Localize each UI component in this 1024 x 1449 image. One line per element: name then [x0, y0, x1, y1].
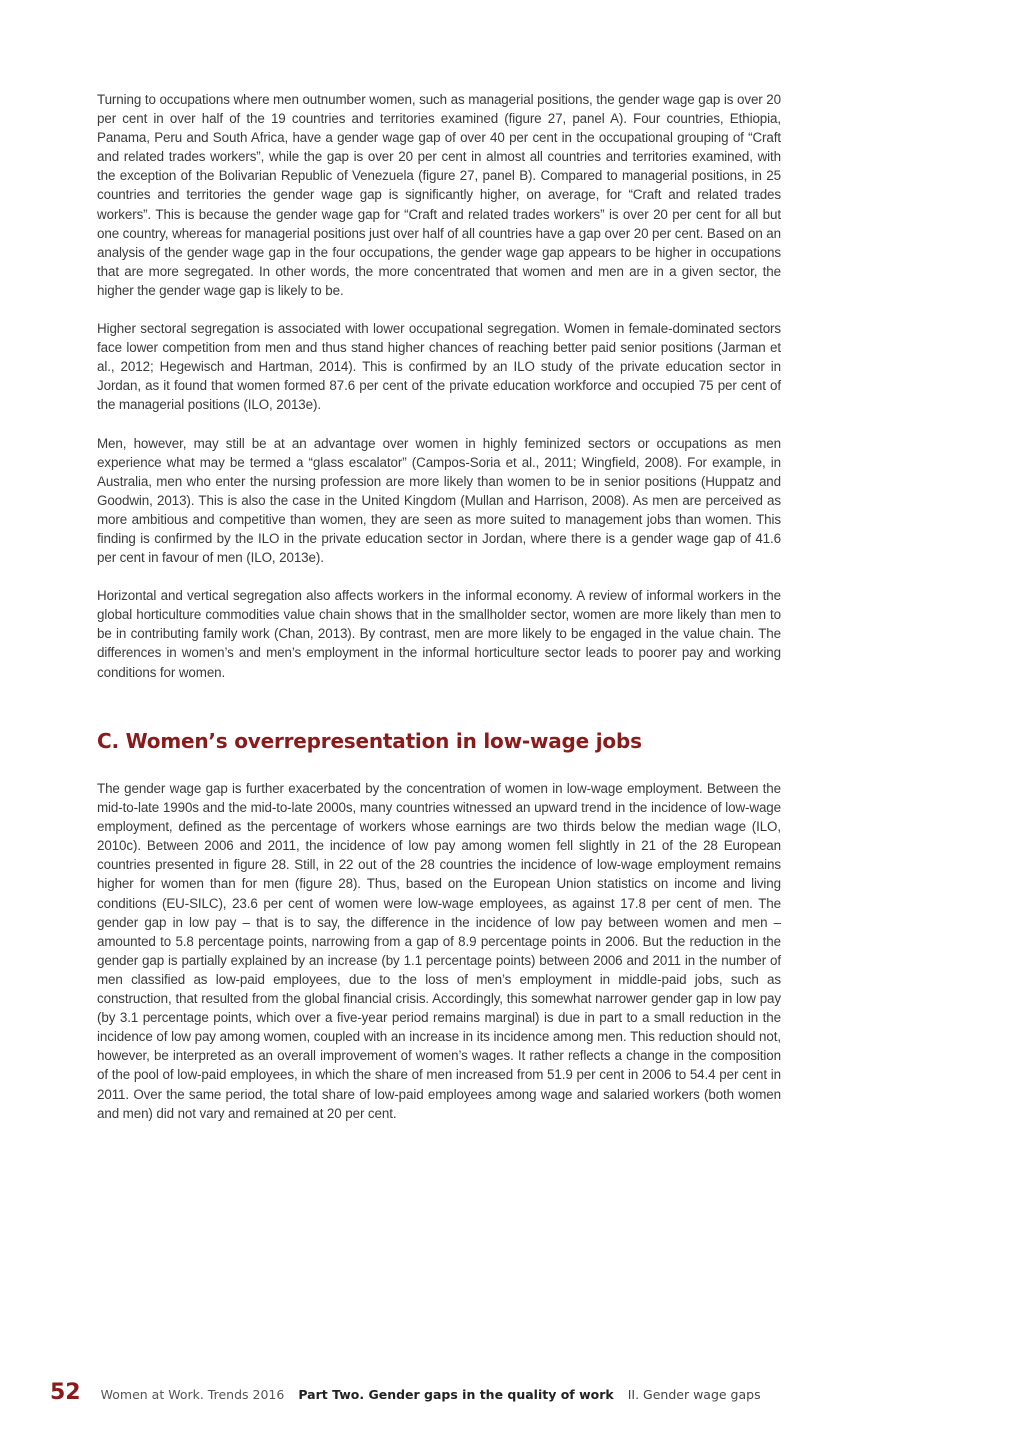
footer-publication-title: Women at Work. Trends 2016: [100, 1387, 285, 1402]
body-paragraph-3: Men, however, may still be at an advantage over women in highly feminized sectors or occupations as men experience what may be termed a “glass escalator” (Campos-Soria et al., 2011; Wingfield, 2008). For example, in Australia, men who enter the nursing profession are more likely than women to be in senior positions (Huppatz and Goodwin, 2013). This is also the case in the United Kingdom (Mullan and Harrison, 2008). As men are perceived as more ambitious and competitive than women, they are seen as more suited to management jobs than women. This finding is confirmed by the ILO in the private education sector in Jordan, where there is a gender wage gap of 41.6 per cent in favour of men (ILO, 2013e).: [97, 435, 781, 566]
footer-chapter-title: II. Gender wage gaps: [627, 1387, 761, 1402]
body-paragraph-2: Higher sectoral segregation is associated with lower occupational segregation. Women in female-dominated sectors face lower competition from men and thus stand higher chances of reaching better paid senior positions (Jarman et al., 2012; Hegewisch and Hartman, 2014). This is confirmed by an ILO study of the private education sector in Jordan, as it found that women formed 87.6 per cent of the private education workforce and occupied 75 per cent of the managerial positions (ILO, 2013e).: [97, 321, 781, 413]
body-paragraph-1: Turning to occupations where men outnumber women, such as managerial positions, the gender wage gap is over 20 per cent in over half of the 19 countries and territories examined (figure 27, panel A). Four countries, Ethiopia, Panama, Peru and South Africa, have a gender wage gap of over 40 per cent in the occupational grouping of “Craft and related trades workers”, while the gap is over 20 per cent in almost all countries and territories examined, with the exception of the Bolivarian Republic of Venezuela (figure 27, panel B). Compared to managerial positions, in 25 countries and territories the gender wage gap is significantly higher, on average, for “Craft and related trades workers”. This is because the gender wage gap for “Craft and related trades workers” is over 20 per cent for all but one country, whereas for managerial positions just over half of all countries have a gap over 20 per cent. Based on an analysis of the gender wage gap in the four occupations, the gender wage gap appears to be higher in occupations that are more segregated. In other words, the more concentrated that women and men are in a given sector, the higher the gender wage gap is likely to be.: [97, 92, 781, 298]
body-text: [97, 90, 781, 701]
footer-part-title: Part Two. Gender gaps in the quality of work: [298, 1387, 614, 1402]
body-paragraph-4: Horizontal and vertical segregation also affects workers in the informal economy. A review of informal workers in the global horticulture commodities value chain shows that in the smallholder sector, women are more likely than men to be in contributing family work (Chan, 2013). By contrast, men are more likely to be engaged in the value chain. The differences in women’s and men’s employment in the informal horticulture sector leads to poorer pay and working conditions for women.: [97, 588, 781, 680]
page-footer: [50, 1380, 761, 1410]
section-paragraph: The gender wage gap is further exacerbated by the concentration of women in low-wage employment. Between the mid-to-late 1990s and the mid-to-late 2000s, many countries witnessed an upward trend in the incidence of low-wage employment, defined as the percentage of workers whose earnings are two thirds below the median wage (ILO, 2010c). Between 2006 and 2011, the incidence of low pay among women fell slightly in 21 of the 28 European countries presented in figure 28. Still, in 22 out of the 28 countries the incidence of low-wage employment remains higher for women than for men (figure 28). Thus, based on the European Union statistics on income and living conditions (EU-SILC), 23.6 per cent of women were low-wage employees, as against 17.8 per cent of men. The gender gap in low pay – that is to say, the difference in the incidence of low pay between women and men – amounted to 5.8 percentage points, narrowing from a gap of 8.9 percentage points in 2006. But the reduction in the gender gap is partially explained by an increase (by 1.1 percentage points) between 2006 and 2011 in the number of men classified as low-paid employees, due to the loss of men’s employment in middle-paid jobs, such as construction, that resulted from the global financial crisis. Accordingly, this somewhat narrower gender gap in low pay (by 3.1 percentage points, which over a five-year period remains marginal) is due in part to a small reduction in the incidence of low pay among women, coupled with an increase in its incidence among men. This reduction should not, however, be interpreted as an overall improvement of women’s wages. It rather reflects a change in the composition of the pool of low-paid employees, in which the share of men increased from 51.9 per cent in 2006 to 54.4 per cent in 2011. Over the same period, the total share of low-paid employees among wage and salaried workers (both women and men) did not vary and remained at 20 per cent.: [97, 781, 781, 1121]
section-heading: C. Women’s overrepresentation in low-wage jobs: [97, 729, 642, 753]
section-body: [97, 779, 781, 1142]
page-number: 52: [50, 1380, 81, 1405]
